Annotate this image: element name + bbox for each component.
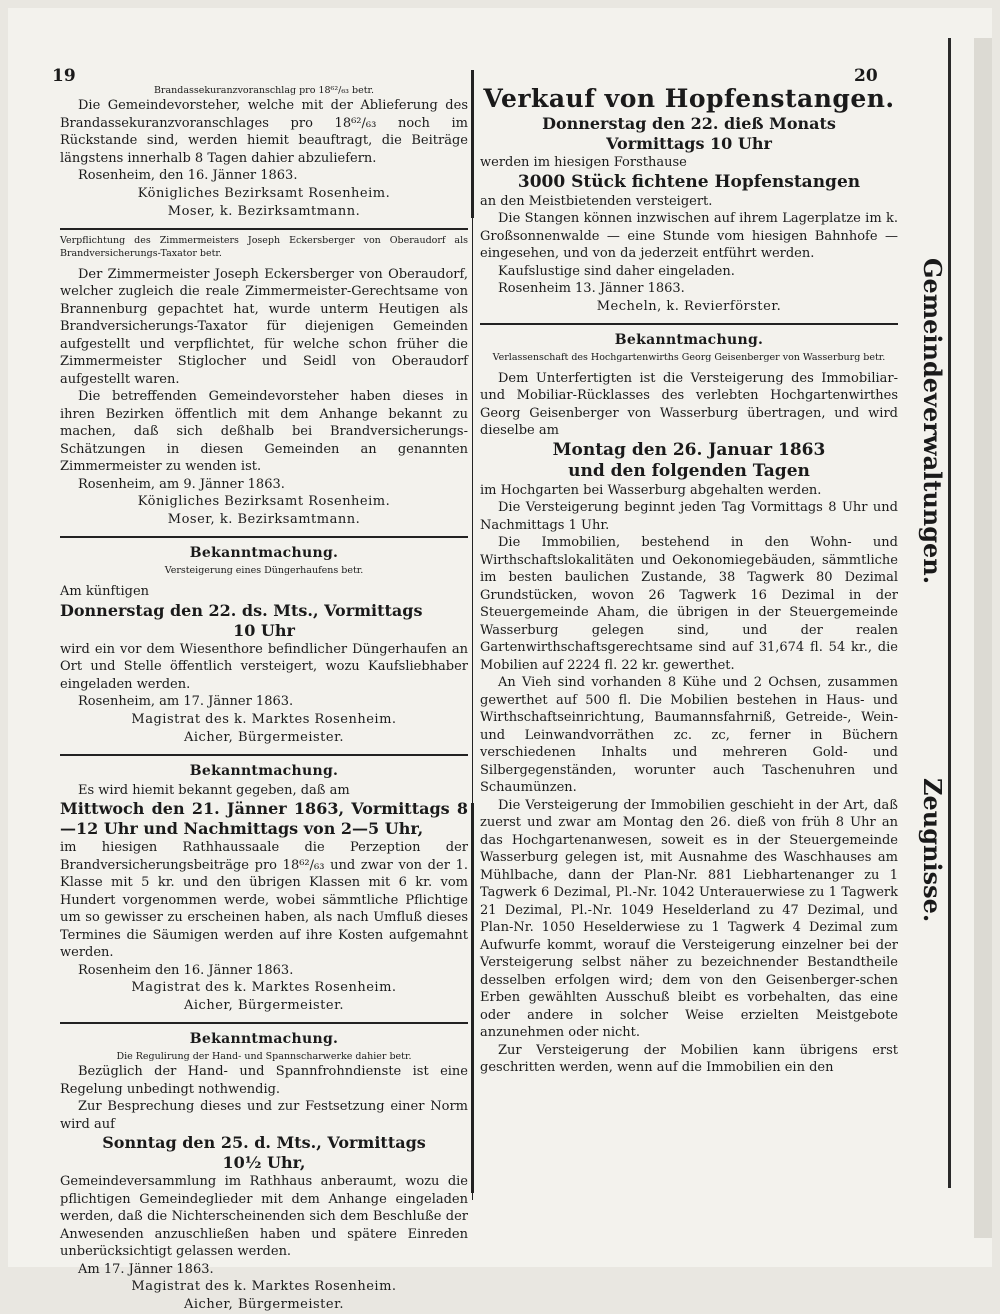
notice-lead: werden im hiesigen Forsthause: [480, 155, 687, 170]
notice-date: Rosenheim den 16. Jänner 1863.: [78, 962, 294, 978]
notice-signer: Moser, k. Bezirksamtmann.: [167, 512, 361, 527]
notice-date: Am 17. Jänner 1863.: [78, 1261, 214, 1277]
notice-body: Die betreffenden Gemeindevorsteher haben dieses in ihren Bezirken öffentlich mit dem Anhange bekannt zu machen, daß sich deßhalb bei Brandversicherungs-Schätzungen in diesen Gemeinden an genannten Zimmermeister zu wenden ist.: [60, 389, 468, 474]
notice-event: Montag den 26. Januar 1863: [552, 439, 826, 460]
notice-intro: Es wird hiemit bekannt gegeben, daß am: [78, 782, 350, 798]
notice-taxator: [60, 234, 468, 530]
page-number-right: 20: [854, 66, 878, 86]
notice-event: Donnerstag den 22. ds. Mts., Vormittags: [60, 600, 423, 620]
notice-item: 3000 Stück fichtene Hopfenstangen: [517, 171, 861, 192]
left-column: [60, 84, 468, 1314]
notice-heading: Bekanntmachung.: [189, 545, 339, 561]
page-edge: [974, 38, 992, 1238]
notice-event: Mittwoch den 21. Jänner 1863, Vormittags 8—12 Uhr und Nachmittags von 2—5 Uhr,: [60, 799, 468, 838]
section-divider: [480, 323, 898, 325]
notice-date: Rosenheim, am 17. Jänner 1863.: [78, 694, 294, 709]
notice-signer: Mecheln, k. Revierförster.: [596, 298, 782, 314]
notice-body: wird ein vor dem Wiesenthore befindlicher Düngerhaufen an Ort und Stelle öffentlich versteigert, wozu Kaufsliebhaber eingeladen werden.: [60, 641, 468, 692]
section-divider: [60, 1022, 468, 1024]
notice-body: Kaufslustige sind daher eingeladen.: [498, 263, 735, 279]
sidebar-label-zeugnisse: Zeugnisse.: [918, 778, 947, 923]
binding-rule: [948, 38, 951, 1188]
notice-body: Die Immobilien, bestehend in den Wohn- und Wirthschaftslokalitäten und Oekonomiegebäuden, sämmtliche im besten baulichen Zustande, 38 Tagwerk 80 Dezimal Grundstücken, wovon 26 Tagwerk 16 Dezimal in der Steuergemeinde Aham, die übrigen in der Steuergemeinde Wasserburg gelegen sind, und der realen Gartenwirthschaftsgerechtsame sind auf 31,674 fl. 54 kr., die Mobilien auf 2224 fl. 22 kr. gewerthet.: [480, 535, 898, 673]
notice-event-time: 10 Uhr: [233, 620, 295, 640]
notice-body: Dem Unterfertigten ist die Versteigerung des Immobiliar- und Mobiliar-Rücklasses des verlebten Hochgartenwirthes Georg Geisenberger von Wasserburg übertragen, und wird dieselbe am: [480, 370, 898, 438]
notice-body: an den Meistbietenden versteigert.: [480, 193, 713, 209]
notice-body: im hiesigen Rathhaussaale die Perzeption der Brandversicherungsbeiträge pro 18⁶²/₆₃ und zwar von der 1. Klasse mit 5 kr. und den übrigen Klassen mit 6 kr. vom Hundert vorgenommen werde, wobei sämmtliche Pflichtige um so gewisser zu erscheinen haben, als nach Umfluß dieses Termines die Säumigen werden auf ihre Kosten aufgemahnt werden.: [60, 840, 468, 960]
notice-event-time: 10½ Uhr,: [222, 1153, 306, 1172]
section-divider: [60, 536, 468, 538]
notice-date: Rosenheim, den 16. Jänner 1863.: [78, 168, 298, 183]
notice-office: Königliches Bezirksamt Rosenheim.: [137, 185, 391, 201]
notice-event: Donnerstag den 22. dieß Monats: [542, 114, 836, 133]
notice-event: Sonntag den 25. d. Mts., Vormittags: [102, 1133, 426, 1152]
notice-verlassenschaft: [480, 329, 898, 1077]
notice-title: Verkauf von Hopfenstangen.: [483, 84, 895, 113]
section-divider: [60, 228, 468, 230]
notice-intro: Am künftigen: [60, 584, 150, 599]
notice-body: Die Versteigerung beginnt jeden Tag Vormittags 8 Uhr und Nachmittags 1 Uhr.: [480, 500, 898, 533]
notice-brandversicherung: [60, 760, 468, 1016]
right-column: [480, 84, 898, 1077]
notice-heading: Bekanntmachung.: [614, 331, 764, 348]
sidebar-label-gemeindeverwaltungen: Gemeindeverwaltungen.: [918, 258, 947, 585]
notice-office: Magistrat des k. Marktes Rosenheim.: [131, 1279, 397, 1294]
section-divider: [60, 754, 468, 756]
notice-duengerhaufen: [60, 542, 468, 747]
notice-heading: Bekanntmachung.: [189, 762, 339, 779]
notice-signer: Aicher, Bürgermeister.: [184, 729, 344, 745]
notice-body: Die Gemeindevorsteher, welche mit der Ablieferung des Brandassekuranzvoranschlages pro 18⁶²/₆₃ noch im Rückstande sind, werden hiemit beauftragt, die Beiträge längstens innerhalb 8 Tagen dahier abzuliefern.: [60, 98, 468, 166]
notice-hopfenstangen: [480, 84, 898, 316]
notice-office: Magistrat des k. Marktes Rosenheim.: [131, 980, 397, 995]
notice-event-days: und den folgenden Tagen: [568, 460, 810, 481]
notice-subject: Verpflichtung des Zimmermeisters Joseph Eckersberger von Oberaudorf als Brandversicherungs-Taxator betr.: [60, 234, 468, 259]
notice-subject: Verlassenschaft des Hochgartenwirths Georg Geisenberger von Wasserburg betr.: [492, 351, 886, 363]
notice-signer: Aicher, Bürgermeister.: [184, 1297, 344, 1312]
notice-signer: Aicher, Bürgermeister.: [184, 998, 344, 1013]
notice-place: im Hochgarten bei Wasserburg abgehalten werden.: [480, 482, 822, 498]
notice-subject: Versteigerung eines Düngerhaufens betr.: [164, 565, 364, 576]
notice-body: Bezüglich der Hand- und Spannfrohndienste ist eine Regelung unbedingt nothwendig.: [60, 1064, 468, 1097]
notice-body: Der Zimmermeister Joseph Eckersberger von Oberaudorf, welcher zugleich die reale Zimmermeister-Gerechtsame von Brannenburg gepachtet hat, wurde unterm Heutigen als Brandversicherungs-Taxator für diejenigen Gemeinden aufgestellt und verpflichtet, für welche schon früher die Zimmermeister Stiglocher und Seidl von Oberaudorf aufgestellt waren.: [60, 266, 468, 387]
notice-event-time: Vormittags 10 Uhr: [606, 134, 772, 153]
newspaper-page: [8, 8, 992, 1312]
column-divider-thin: [472, 70, 473, 1200]
notice-subject: Brandassekuranzvoranschlag pro 18⁶²/₆₃ betr.: [153, 85, 375, 96]
notice-body: Gemeindeversammlung im Rathhaus anberaumt, wozu die pflichtigen Gemeindeglieder mit dem Anhange eingeladen werden, daß die Nichterscheinenden sich dem Beschluße der Anwesenden anzuschließen haben und spätere Einreden unberücksichtigt gelassen werden.: [60, 1174, 468, 1259]
notice-body: Die Versteigerung der Immobilien geschieht in der Art, daß zuerst und zwar am Montag den 26. dieß von früh 8 Uhr an das Hochgartenanwesen, soweit es in der Steuergemeinde Wasserburg gelegen ist, mit Ausnahme des Waschhauses am Mühlbache, dann der Plan-Nr. 881 Liebhartenanger zu 1 Tagwerk 6 Dezimal, Pl.-Nr. 1042 Unterauerwiese zu 1 Tagwerk 21 Dezimal, Pl.-Nr. 1049 Heselderland zu 47 Dezimal, und Plan-Nr. 1050 Heselderwiese zu 1 Tagwerk 4 Dezimal zum Aufwurfe kommt, worauf die Versteigerung einzelner bei der Versteigerung selbst näher zu bezeichnender Bestandtheile desselben erfolgen wird; dem von den Geisenberger-schen Erben gewählten Ausschuß bleibt es vorbehalten, das eine oder andere in solcher Weise erzielten Meistgebote anzunehmen oder nicht.: [480, 797, 898, 1040]
page-number-left: 19: [52, 66, 76, 86]
notice-body: Zur Versteigerung der Mobilien kann übrigens erst geschritten werden, wenn auf die Immobilien ein den: [480, 1042, 898, 1075]
notice-body: An Vieh sind vorhanden 8 Kühe und 2 Ochsen, zusammen gewerthet auf 500 fl. Die Mobilien bestehen in Haus- und Wirthschaftseinrichtung, Baumannsfahrniß, Getreide-, Wein- und Leinwandvorräthen zc. zc, ferner in Büchern verschiedenen Inhalts und mehreren Gold- und Silbergegenständen, worunter auch Taschenuhren und Schaumünzen.: [480, 675, 898, 795]
notice-date: Rosenheim 13. Jänner 1863.: [498, 281, 685, 296]
notice-body: Die Stangen können inzwischen auf ihrem Lagerplatze im k. Großsonnenwalde — eine Stunde vom hiesigen Bahnhofe — eingesehen, und von da jederzeit entführt werden.: [480, 211, 898, 261]
notice-office: Königliches Bezirksamt Rosenheim.: [137, 494, 391, 509]
notice-scharwerke: [60, 1028, 468, 1314]
notice-office: Magistrat des k. Marktes Rosenheim.: [131, 711, 397, 727]
notice-signer: Moser, k. Bezirksamtmann.: [167, 203, 361, 219]
notice-body: Zur Besprechung dieses und zur Festsetzung einer Norm wird auf: [60, 1099, 468, 1132]
notice-subject: Die Regulirung der Hand- und Spannscharwerke dahier betr.: [116, 1051, 412, 1062]
notice-date: Rosenheim, am 9. Jänner 1863.: [78, 476, 285, 492]
notice-heading: Bekanntmachung.: [189, 1031, 339, 1047]
notice-brandassekuranz: [60, 84, 468, 221]
